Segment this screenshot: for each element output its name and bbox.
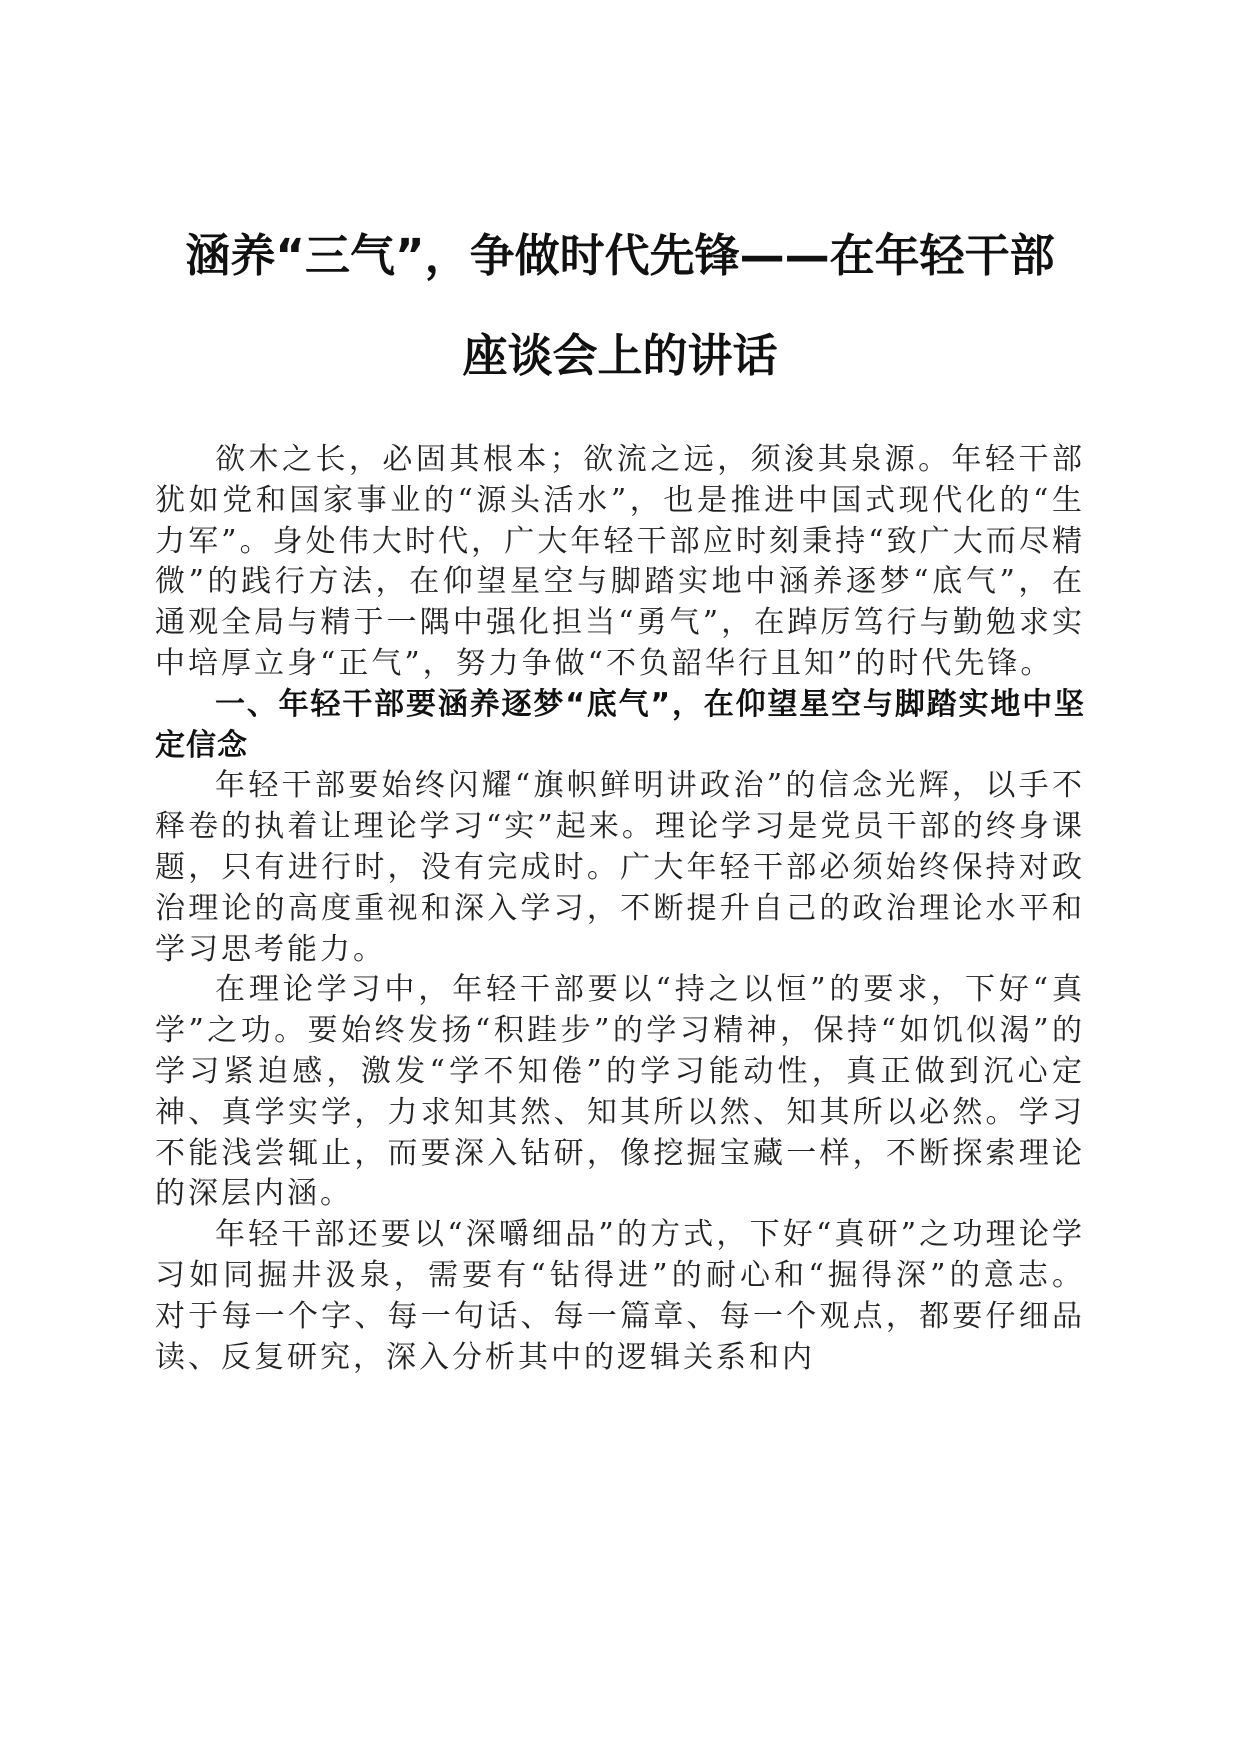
body-paragraph: 年轻干部要始终闪耀“旗帜鲜明讲政治”的信念光辉，以手不释卷的执着让理论学习“实”起来。理论学习是党员干部的终身课题，只有进行时，没有完成时。广大年轻干部必须始终保持对政治理论的高度重视和深入学习，不断提升自己的政治理论水平和学习思考能力。 [155, 768, 1085, 967]
intro-paragraph: 欲木之长，必固其根本；欲流之远，须浚其泉源。年轻干部犹如党和国家事业的“源头活水”，也是推进中国式现代化的“生力军”。身处伟大时代，广大年轻干部应时刻秉持“致广大而尽精微”的践行方法，在仰望星空与脚踏实地中涵养逐梦“底气”，在通观全局与精于一隅中强化担当“勇气”，在踔厉笃行与勤勉求实中培厚立身“正气”，努力争做“不负韶华行且知”的时代先锋。 [155, 442, 1085, 681]
document-title-line-1: 涵养“三气”，争做时代先锋——在年轻干部 [185, 229, 1055, 282]
body-paragraph: 在理论学习中，年轻干部要以“持之以恒”的要求，下好“真学”之功。要始终发扬“积跬步”的学习精神，保持“如饥似渴”的学习紧迫感，激发“学不知倦”的学习能动性，真正做到沉心定神、真学实学，力求知其然、知其所以然、知其所以必然。学习不能浅尝辄止，而要深入钻研，像挖掘宝藏一样，不断探索理论的深层内涵。 [155, 972, 1085, 1212]
document-body [155, 440, 1085, 1378]
document-title-line-2: 座谈会上的讲话 [462, 329, 778, 382]
body-paragraph: 年轻干部还要以“深嚼细品”的方式，下好“真研”之功理论学习如同掘井汲泉，需要有“钻得进”的耐心和“掘得深”的意志。对于每一个字、每一句话、每一篇章、每一个观点，都要仔细品读、反复研究，深入分析其中的逻辑关系和内 [155, 1217, 1085, 1375]
section-heading-1: 一、年轻干部要涵养逐梦“底气”，在仰望星空与脚踏实地中坚定信念 [155, 686, 1085, 763]
